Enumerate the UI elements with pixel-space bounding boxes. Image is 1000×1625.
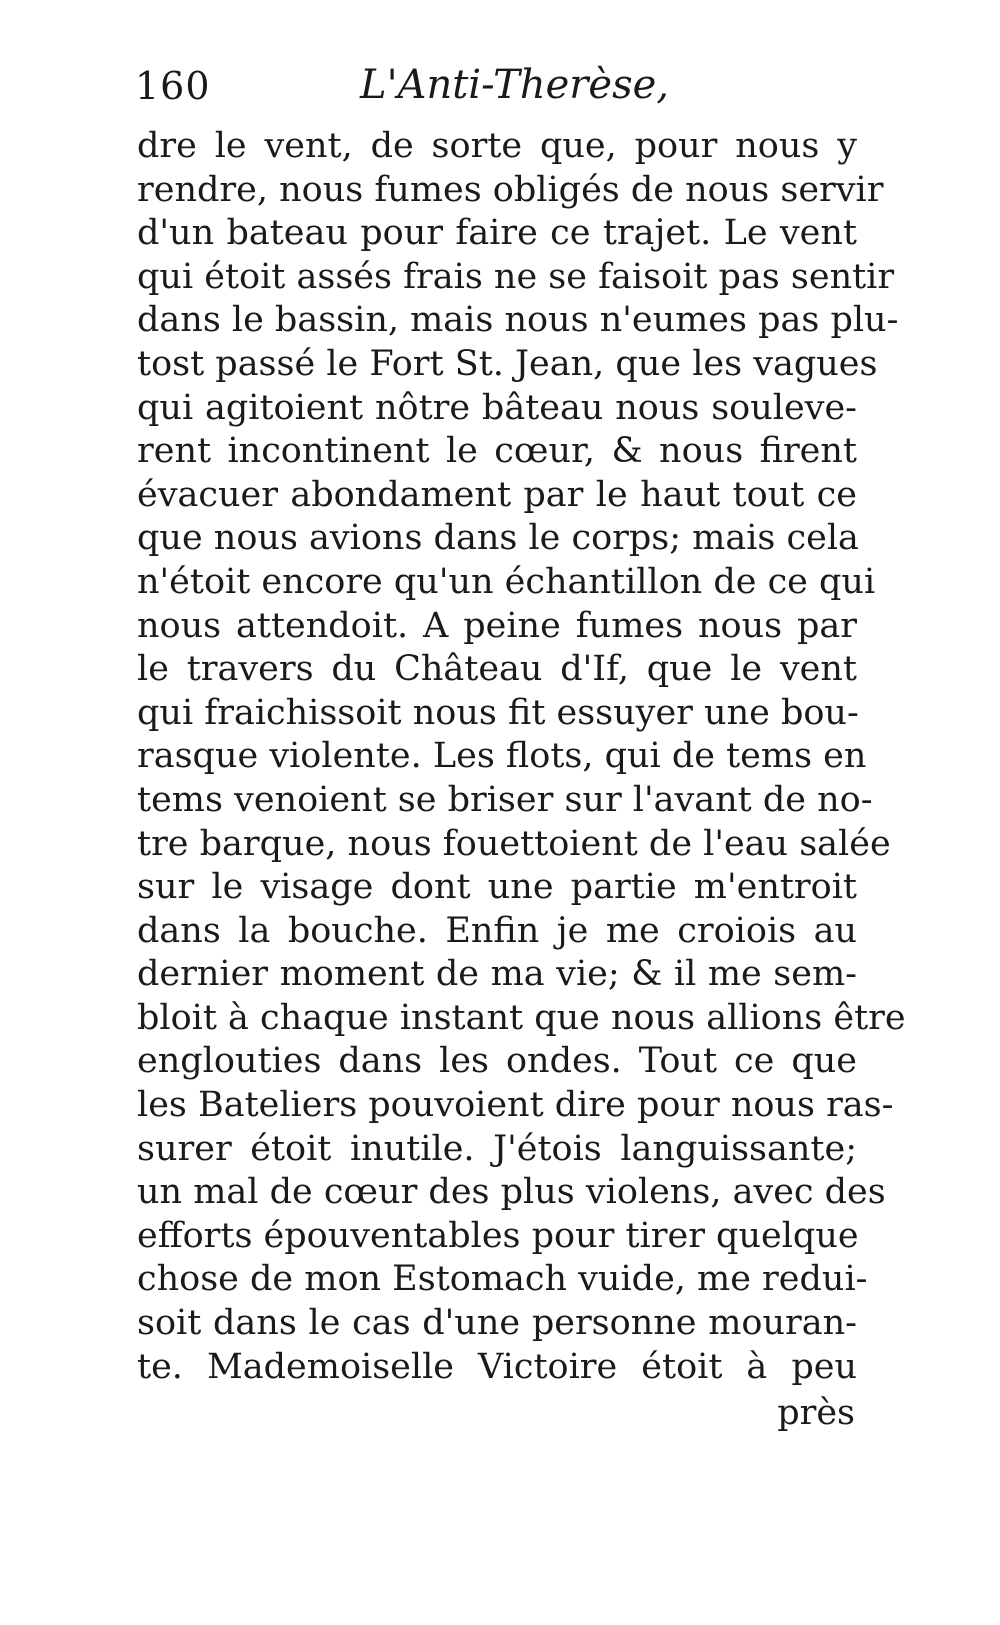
text-line: nous attendoit. A peine fumes nous par xyxy=(137,605,857,646)
text-line: les Bateliers pouvoient dire pour nous ras- xyxy=(137,1085,894,1126)
catchword: près xyxy=(777,1393,855,1433)
text-line: rent incontinent le cœur, & nous firent xyxy=(137,431,857,472)
text-line: qui agitoient nôtre bâteau nous souleve- xyxy=(137,387,857,428)
text-line: qui étoit assés frais ne se faisoit pas sentir xyxy=(137,256,895,297)
text-line: tost passé le Fort St. Jean, que les vagues xyxy=(137,343,878,384)
text-line: dans le bassin, mais nous n'eumes pas plu- xyxy=(137,300,899,341)
text-line: tre barque, nous fouettoient de l'eau salée xyxy=(137,823,891,864)
text-line: englouties dans les ondes. Tout ce que xyxy=(137,1041,857,1082)
text-line: dans la bouche. Enfin je me croiois au xyxy=(137,910,857,951)
text-line: qui fraichissoit nous fit essuyer une bou- xyxy=(137,692,859,733)
text-line: un mal de cœur des plus violens, avec des xyxy=(137,1172,886,1213)
text-line: d'un bateau pour faire ce trajet. Le vent xyxy=(137,213,857,254)
text-line: sur le visage dont une partie m'entroit xyxy=(137,867,857,908)
text-line: dernier moment de ma vie; & il me sem- xyxy=(137,954,857,995)
text-line: rendre, nous fumes obligés de nous servir xyxy=(137,169,884,210)
text-line: dre le vent, de sorte que, pour nous y xyxy=(137,126,857,166)
text-line: rasque violente. Les flots, qui de tems en xyxy=(137,736,867,777)
page-number: 160 xyxy=(135,64,211,108)
body-text xyxy=(137,125,906,1389)
text-line: surer étoit inutile. J'étois languissante; xyxy=(137,1128,857,1169)
text-line: le travers du Château d'If, que le vent xyxy=(137,649,857,690)
text-line: n'étoit encore qu'un échantillon de ce qui xyxy=(137,561,876,602)
text-line: que nous avions dans le corps; mais cela xyxy=(137,518,859,559)
text-line: évacuer abondament par le haut tout ce xyxy=(137,474,857,515)
text-line: chose de mon Estomach vuide, me redui- xyxy=(137,1259,868,1300)
text-line: soit dans le cas d'une personne mouran- xyxy=(137,1303,857,1344)
text-line: bloit à chaque instant que nous allions être xyxy=(137,997,906,1038)
text-line: tems venoient se briser sur l'avant de no- xyxy=(137,779,873,820)
text-line: te. Mademoiselle Victoire étoit à peu xyxy=(137,1346,857,1387)
page-header xyxy=(135,62,855,122)
text-line: efforts épouventables pour tirer quelque xyxy=(137,1215,859,1256)
running-title: L'Anti-Therèse, xyxy=(360,62,669,108)
